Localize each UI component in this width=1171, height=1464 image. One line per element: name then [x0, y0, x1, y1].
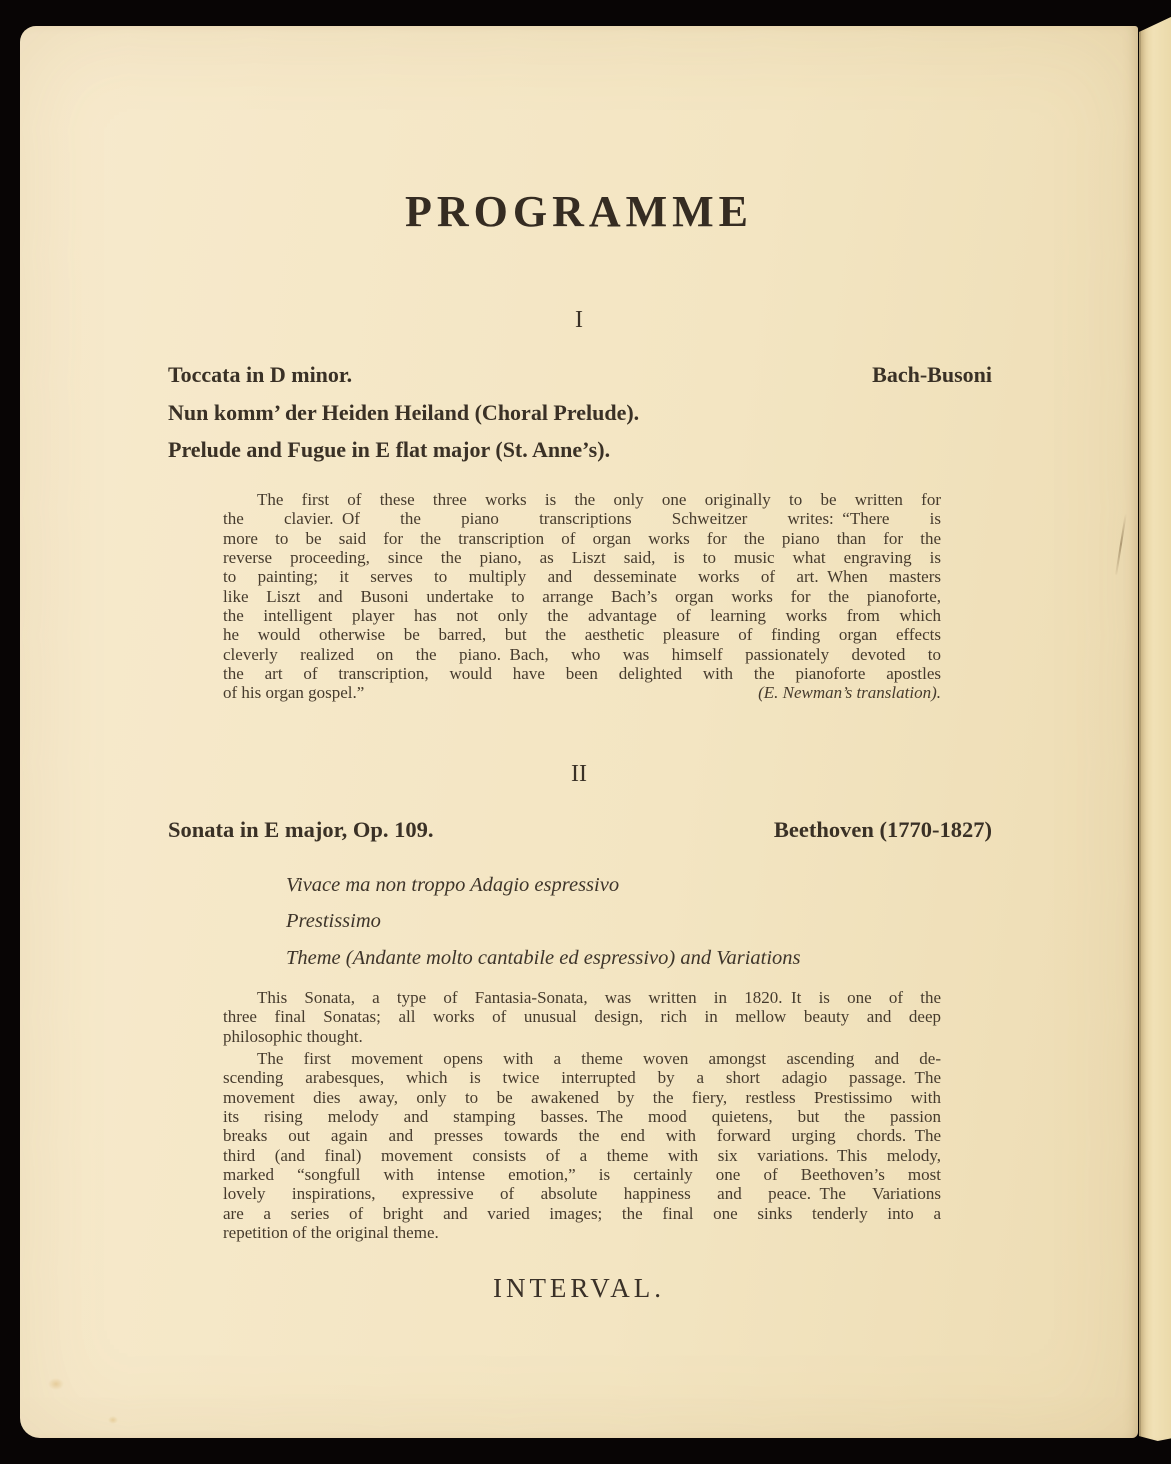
piece-list [168, 362, 992, 475]
text-line: reverse proceeding, since the piano, as Liszt said, is to music what engraving is [223, 548, 941, 568]
piece-row [168, 362, 992, 400]
note-last-text: of his organ gospel.” [223, 683, 365, 703]
text-line: scending arabesques, which is twice interrupted by a short adagio passage. The [223, 1068, 941, 1088]
sonata-title: Sonata in E major, Op. 109. [168, 817, 434, 842]
text-line: movement dies away, only to be awakened by the fiery, restless Prestissimo with [223, 1087, 941, 1107]
piece-title: Prelude and Fugue in E flat major (St. Anne’s). [168, 437, 611, 463]
movement-description-lines [223, 1049, 941, 1223]
piece-title: Nun komm’ der Heiden Heiland (Choral Prelude). [168, 399, 640, 425]
text-line: more to be said for the transcription of organ works for the piano than for the [223, 528, 941, 548]
text-line: The first of these three works is the only one originally to be written for [257, 490, 941, 509]
note-attribution: (E. Newman’s translation). [758, 683, 941, 703]
paper-tear [1115, 513, 1127, 575]
text-line: This Sonata, a type of Fantasia-Sonata, was written in 1820. It is one of the [257, 988, 941, 1007]
text-line: cleverly realized on the piano. Bach, who was himself passionately devoted to [223, 644, 941, 664]
interval-heading: INTERVAL. [492, 1273, 666, 1303]
text-line: its rising melody and stamping basses. The mood quietens, but the passion [223, 1107, 941, 1127]
text-line: breaks out again and presses towards the end with forward urging chords. The [223, 1126, 941, 1146]
paper-stain [108, 1416, 118, 1424]
sonata-heading-row [168, 817, 992, 843]
programme-note [223, 490, 941, 703]
section-2-numeral: II [571, 761, 587, 787]
piece-row [168, 437, 992, 475]
piece-row [168, 400, 992, 438]
piece-composer: Bach-Busoni [872, 362, 992, 387]
text-line: marked “songfull with intense emotion,” is certainly one of Beethoven’s most [223, 1165, 941, 1185]
piece-title: Toccata in D minor. [168, 362, 353, 387]
movement-description [223, 1049, 941, 1242]
text-line: to painting; it serves to multiply and desseminate works of art. When masters [223, 567, 941, 587]
text-line: philosophic thought. [223, 1026, 363, 1046]
movement-item: Vivace ma non troppo Adagio espressivo [286, 874, 620, 896]
text-line: the art of transcription, would have been delighted with the pianoforte apostles [223, 664, 941, 684]
paper-stain [48, 1378, 64, 1390]
page-fold-edge [1139, 0, 1171, 1441]
sonata-description-lines [223, 988, 941, 1027]
text-line: three final Sonatas; all works of unusual design, rich in mellow beauty and deep [223, 1007, 941, 1027]
paper-page [20, 26, 1138, 1438]
sonata-composer: Beethoven (1770-1827) [773, 817, 992, 842]
text-line: third (and final) movement consists of a theme with six variations. This melody, [223, 1145, 941, 1165]
section-1-numeral: I [575, 307, 583, 333]
text-line: he would otherwise be barred, but the aesthetic pleasure of finding organ effects [223, 625, 941, 645]
page-title: PROGRAMME [404, 187, 754, 236]
movement-list [286, 867, 966, 976]
text-line: like Liszt and Busoni undertake to arrange Bach’s organ works for the pianoforte, [223, 586, 941, 606]
movement-item: Prestissimo [286, 910, 381, 933]
text-line: the intelligent player has not only the advantage of learning works from which [223, 606, 941, 626]
text-line: The first movement opens with a theme woven amongst ascending and de- [257, 1049, 941, 1068]
text-line: are a series of bright and varied images; the final one sinks tenderly into a [223, 1203, 941, 1223]
text-line: repetition of the original theme. [223, 1223, 439, 1243]
text-line: lovely inspirations, expressive of absolute happiness and peace. The Variations [223, 1184, 941, 1204]
movement-item: Theme (Andante molto cantabile ed espressivo) and Variations [286, 946, 801, 969]
sonata-description [223, 988, 941, 1046]
text-line: the clavier. Of the piano transcriptions Schweitzer writes: “There is [223, 509, 941, 529]
note-lines [223, 490, 941, 683]
note-last-line [223, 683, 941, 702]
